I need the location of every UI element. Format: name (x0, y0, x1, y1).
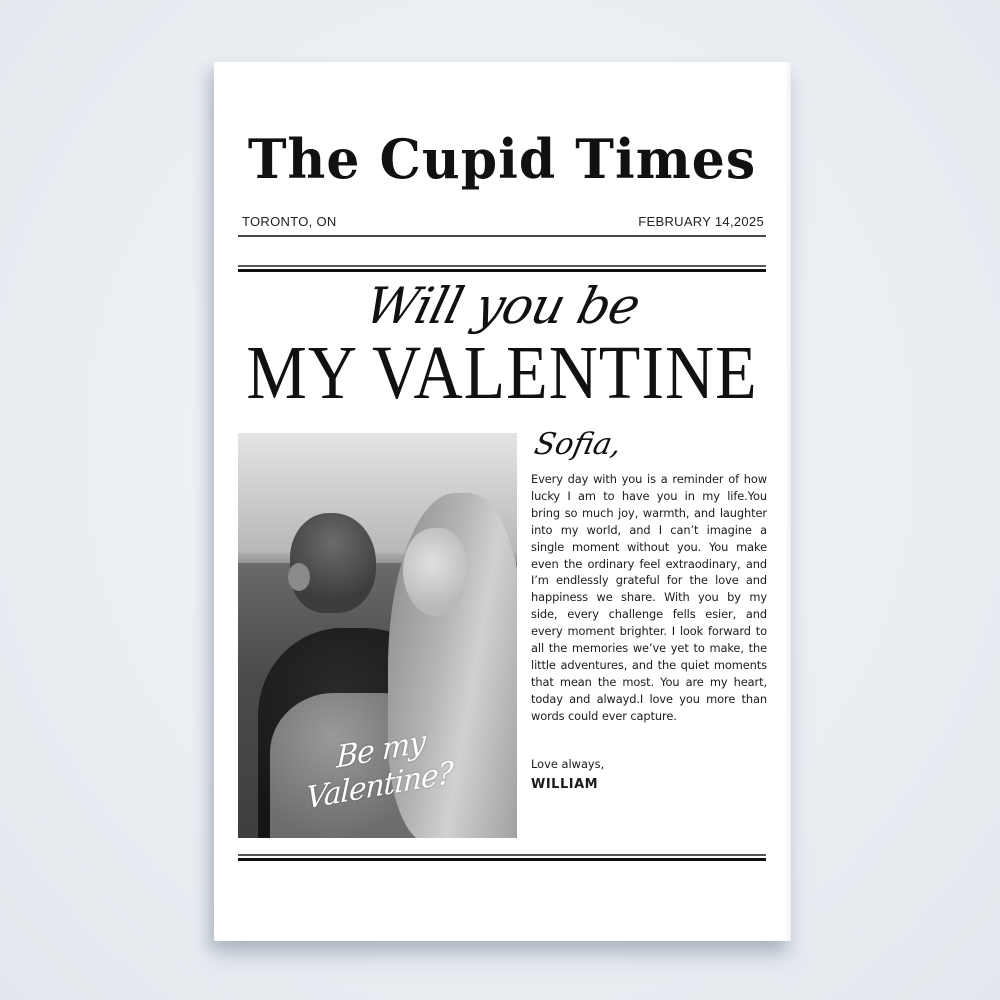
date-label: FEBRUARY 14,2025 (638, 214, 764, 229)
double-rule-top-thin (238, 265, 766, 267)
photo-woman-face (403, 528, 467, 616)
letter-signature: WILLIAM (531, 776, 599, 792)
double-rule-bottom-thick (238, 858, 766, 861)
header-divider (238, 235, 766, 237)
double-rule-bottom-thin (238, 854, 766, 856)
canvas-print (214, 62, 791, 941)
letter-body: Every day with you is a reminder of how lucky I am to have you in my life.You bring so much joy, warmth, and laughter into my world, and I can’t imagine a single moment without you. You make even the ordinary feel extraodinary, and I’m endlessly grateful for the love and happiness we share. With you by my side, every challenge fells esier, and every moment brighter. I look forward to all the memories we’ve yet to make, the little adventures, and the quiet moments that mean the most. You are my heart, today and alwayd.I love you more than words could ever capture. (531, 472, 767, 723)
double-rule-top-thick (238, 269, 766, 272)
headline-script: Will you be (359, 277, 646, 335)
location-label: TORONTO, ON (242, 214, 337, 229)
letter-salutation: Sofia, (531, 427, 625, 462)
couple-photo (238, 433, 517, 838)
headline-main: MY VALENTINE (246, 329, 758, 415)
dateline (242, 214, 764, 229)
love-letter (531, 428, 767, 792)
photo-man-ear (288, 563, 310, 591)
letter-signoff: Love always, (531, 756, 605, 771)
newspaper-masthead: The Cupid Times (247, 127, 757, 192)
photo-overlay-text: Be my Valentine? (305, 724, 454, 817)
